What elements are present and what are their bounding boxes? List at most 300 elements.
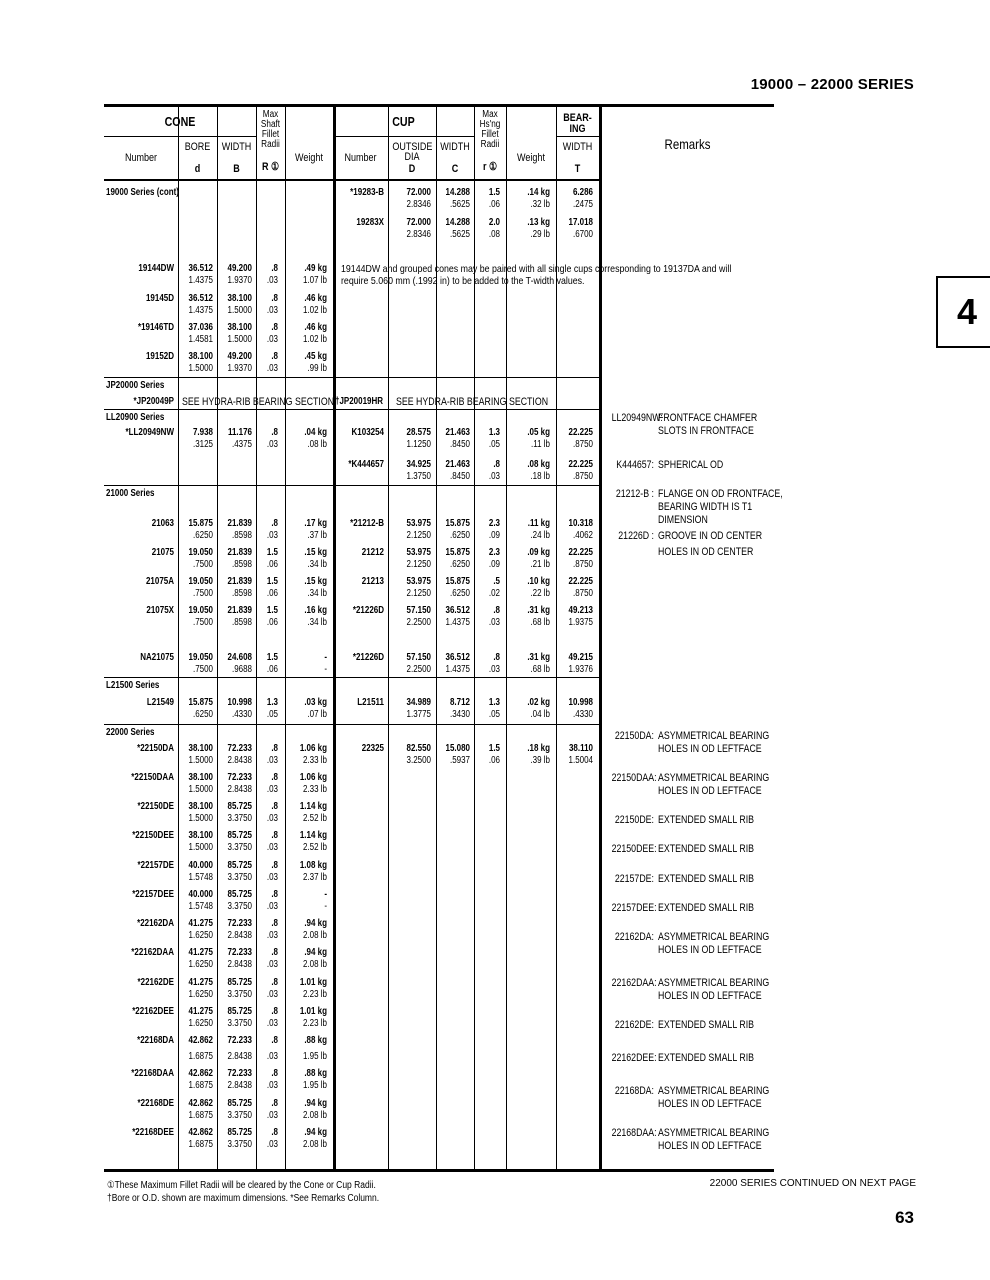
cone-wt-metric: .94 kg — [304, 947, 327, 958]
remark-code: 21212-B : — [615, 488, 654, 500]
R-imperial: .03 — [266, 1110, 278, 1121]
B-imperial: 1.5000 — [227, 305, 252, 316]
D-imperial: 2.2500 — [406, 664, 431, 675]
cone-no: *22150DE — [137, 801, 174, 812]
cone-no: *22162DEE — [132, 1006, 174, 1017]
cup-wt-metric: .31 kg — [527, 652, 550, 663]
R-imperial: .03 — [266, 959, 278, 970]
R-metric: .8 — [271, 322, 278, 333]
B-metric: 85.725 — [227, 1006, 252, 1017]
cone-wt-metric: .15 kg — [304, 576, 327, 587]
cup-no: 21213 — [361, 576, 384, 587]
cone-no: *22168DAA — [131, 1068, 174, 1079]
R-imperial: .03 — [266, 930, 278, 941]
R-imperial: .03 — [266, 872, 278, 883]
cone-wt-metric: .88 kg — [304, 1035, 327, 1046]
cone-no: 21075A — [145, 576, 174, 587]
cone-wt-imperial: .99 lb — [307, 363, 327, 374]
cup-no: *21226D — [352, 605, 384, 616]
B-imperial: 2.8438 — [227, 1051, 252, 1062]
series-title: 19000 – 22000 SERIES — [750, 76, 914, 93]
hydra-rib-note: SEE HYDRA-RIB BEARING SECTION — [182, 396, 335, 408]
B-imperial: 2.8438 — [227, 1080, 252, 1091]
cone-no: *22150DAA — [131, 772, 174, 783]
col-line — [285, 107, 286, 1169]
R-imperial: .06 — [266, 559, 278, 570]
R-metric: .8 — [271, 889, 278, 900]
d-imperial: 1.5000 — [188, 363, 213, 374]
D-imperial: 2.8346 — [406, 229, 431, 240]
D-imperial: 3.2500 — [406, 755, 431, 766]
remark-text: HOLES IN OD CENTER — [658, 546, 754, 558]
B-metric: 72.233 — [227, 947, 252, 958]
D-metric: 57.150 — [406, 652, 431, 663]
r-imperial: .09 — [488, 530, 500, 541]
B-metric: 85.725 — [227, 1098, 252, 1109]
cone-wt-metric: .49 kg — [304, 263, 327, 274]
section-divider — [104, 377, 601, 378]
R-metric: .8 — [271, 743, 278, 754]
cone-wt-metric: .15 kg — [304, 547, 327, 558]
R-metric: .8 — [271, 977, 278, 988]
B-metric: 49.200 — [227, 263, 252, 274]
cone-wt-metric: .46 kg — [304, 322, 327, 333]
d-imperial: 1.5000 — [188, 842, 213, 853]
cone-wt-imperial: .34 lb — [307, 588, 327, 599]
cup-no: 21212 — [361, 547, 384, 558]
cone-wt-metric: - — [324, 889, 327, 900]
d-metric: 38.100 — [188, 743, 213, 754]
d-metric: 40.000 — [188, 889, 213, 900]
remark-text: EXTENDED SMALL RIB — [658, 873, 755, 885]
cup-wt-metric: .02 kg — [527, 697, 550, 708]
T-metric: 10.318 — [568, 518, 593, 529]
d-metric: 19.050 — [188, 605, 213, 616]
T-imperial: 1.9375 — [568, 617, 593, 628]
remark-text: ASYMMETRICAL BEARING — [658, 730, 770, 742]
R-metric: 1.5 — [266, 576, 278, 587]
R-metric: 1.3 — [266, 697, 278, 708]
r-metric: 2.0 — [488, 217, 500, 228]
d-imperial: 1.5000 — [188, 813, 213, 824]
remark-text: EXTENDED SMALL RIB — [658, 843, 755, 855]
cone-wt-metric: 1.14 kg — [299, 801, 327, 812]
B-metric: 72.233 — [227, 1035, 252, 1046]
bearing-width-header: WIDTH — [562, 141, 593, 153]
remark-text: GROOVE IN OD CENTER — [658, 530, 763, 542]
cone-wt-imperial: .08 lb — [307, 439, 327, 450]
cone-wt-imperial: 2.33 lb — [302, 755, 327, 766]
D-imperial: 2.1250 — [406, 530, 431, 541]
d-imperial: 1.4375 — [188, 275, 213, 286]
B-metric: 38.100 — [227, 322, 252, 333]
T-metric: 22.225 — [568, 459, 593, 470]
cone-number-header: Number — [124, 152, 158, 164]
R-imperial: .03 — [266, 363, 278, 374]
C-imperial: .5625 — [449, 229, 470, 240]
chapter-tab: 4 — [936, 276, 990, 348]
D-imperial: 2.1250 — [406, 588, 431, 599]
header-line — [104, 136, 256, 137]
R-imperial: .06 — [266, 617, 278, 628]
remark-text: FLANGE ON OD FRONTFACE, — [658, 488, 783, 500]
d-imperial: 1.6875 — [188, 1110, 213, 1121]
R-imperial: .03 — [266, 275, 278, 286]
cup-number: †JP20019HR — [335, 396, 384, 407]
B-metric: 85.725 — [227, 1127, 252, 1138]
section-label: 19000 Series (cont) — [106, 187, 179, 198]
C-imperial: .5625 — [449, 199, 470, 210]
B-imperial: 3.3750 — [227, 1139, 252, 1150]
C-imperial: .8450 — [449, 439, 470, 450]
r-metric: 1.3 — [488, 697, 500, 708]
d-metric: 19.050 — [188, 576, 213, 587]
cone-wt-imperial: 2.37 lb — [302, 872, 327, 883]
R-metric: .8 — [271, 830, 278, 841]
cup-wt-metric: .18 kg — [527, 743, 550, 754]
section-label: LL20900 Series — [106, 412, 165, 423]
cone-no: 19144DW — [138, 263, 174, 274]
B-metric: 24.608 — [227, 652, 252, 663]
R-metric: .8 — [271, 1068, 278, 1079]
remark-text: SPHERICAL OD — [658, 459, 724, 471]
D-metric: 72.000 — [406, 217, 431, 228]
cone-wt-metric: .94 kg — [304, 1127, 327, 1138]
cone-no: 19152D — [145, 351, 174, 362]
r-imperial: .06 — [488, 199, 500, 210]
C-metric: 36.512 — [445, 605, 470, 616]
d-imperial: 1.4375 — [188, 305, 213, 316]
header-line — [333, 136, 474, 137]
d-imperial: .6250 — [192, 530, 213, 541]
d-imperial: 1.6250 — [188, 930, 213, 941]
d-metric: 41.275 — [188, 1006, 213, 1017]
T-imperial: .4330 — [572, 709, 593, 720]
R-metric: .8 — [271, 947, 278, 958]
remark-text: ASYMMETRICAL BEARING — [658, 1127, 770, 1139]
cone-wt-metric: 1.01 kg — [299, 1006, 327, 1017]
cup-wt-imperial: .11 lb — [531, 439, 550, 450]
B-imperial: 1.9370 — [227, 363, 252, 374]
cone-wt-metric: .88 kg — [304, 1068, 327, 1079]
remark-code: 22162DE: — [614, 1019, 654, 1031]
d-metric: 42.862 — [188, 1098, 213, 1109]
cone-wt-metric: 1.06 kg — [299, 772, 327, 783]
d-imperial: 1.6875 — [188, 1051, 213, 1062]
section-label: 21000 Series — [106, 488, 155, 499]
d-metric: 37.036 — [188, 322, 213, 333]
cone-wt-metric: .04 kg — [304, 427, 327, 438]
R-imperial: .03 — [266, 901, 278, 912]
section-label: L21500 Series — [106, 680, 160, 691]
cup-wt-metric: .11 kg — [527, 518, 550, 529]
r-imperial: .03 — [488, 471, 500, 482]
d-metric: 36.512 — [188, 293, 213, 304]
cone-number: *JP20049P — [133, 396, 174, 407]
R-imperial: .03 — [266, 813, 278, 824]
cone-wt-imperial: 2.33 lb — [302, 784, 327, 795]
B-metric: 21.839 — [227, 518, 252, 529]
T-metric: 49.215 — [568, 652, 593, 663]
r-header: r ① — [482, 161, 498, 173]
C-imperial: .6250 — [449, 530, 470, 541]
B-imperial: .8598 — [231, 617, 252, 628]
remark-code: 22168DAA: — [611, 1127, 657, 1139]
cone-wt-imperial: - — [324, 901, 327, 912]
r-metric: 1.5 — [488, 743, 500, 754]
C-metric: 21.463 — [445, 459, 470, 470]
D-imperial: 1.1250 — [406, 439, 431, 450]
d-metric: 19.050 — [188, 547, 213, 558]
cone-wt-imperial: .34 lb — [307, 559, 327, 570]
cup-wt-metric: .31 kg — [527, 605, 550, 616]
bore-header: BORE — [184, 141, 211, 153]
r-imperial: .08 — [488, 229, 500, 240]
d-imperial: 1.6875 — [188, 1080, 213, 1091]
R-imperial: .06 — [266, 664, 278, 675]
section-label: 22000 Series — [106, 727, 155, 738]
cup-no: *21212-B — [350, 518, 384, 529]
cup-no: L21511 — [357, 697, 384, 708]
d-imperial: .7500 — [192, 617, 213, 628]
col-line — [217, 107, 218, 1169]
cup-no: 22325 — [361, 743, 384, 754]
T-imperial: .4062 — [572, 530, 593, 541]
B-metric: 85.725 — [227, 860, 252, 871]
r-metric: 1.3 — [488, 427, 500, 438]
R-imperial: .03 — [266, 1080, 278, 1091]
cup-wt-imperial: .68 lb — [530, 664, 550, 675]
remark-text: HOLES IN OD LEFTFACE — [658, 785, 762, 797]
remark-text: EXTENDED SMALL RIB — [658, 1019, 755, 1031]
section-divider — [104, 485, 601, 486]
d-metric: 15.875 — [188, 697, 213, 708]
remark-text: BEARING WIDTH IS T1 — [658, 501, 753, 513]
remark-text: HOLES IN OD LEFTFACE — [658, 990, 762, 1002]
D-imperial: 2.2500 — [406, 617, 431, 628]
cup-wt-metric: .10 kg — [527, 576, 550, 587]
R-imperial: .03 — [266, 305, 278, 316]
cone-no: *22162DAA — [131, 947, 174, 958]
remark-code: 22168DA: — [614, 1085, 654, 1097]
R-metric: .8 — [271, 351, 278, 362]
d-metric: 38.100 — [188, 351, 213, 362]
R-metric: .8 — [271, 293, 278, 304]
remark-code: 22162DAA: — [611, 977, 657, 989]
remarks-header: Remarks — [664, 136, 711, 152]
cup-wt-imperial: .68 lb — [530, 617, 550, 628]
T-metric: 6.286 — [572, 187, 593, 198]
C-imperial: 1.4375 — [445, 617, 470, 628]
remark-text: ASYMMETRICAL BEARING — [658, 772, 770, 784]
cup-no: *K444657 — [348, 459, 384, 470]
D-imperial: 2.1250 — [406, 559, 431, 570]
cup-wt-imperial: .18 lb — [530, 471, 550, 482]
B-imperial: .8598 — [231, 559, 252, 570]
r-imperial: .05 — [488, 439, 500, 450]
B-imperial: .4375 — [231, 439, 252, 450]
C-metric: 15.875 — [445, 576, 470, 587]
cone-no: *22162DE — [137, 977, 174, 988]
header-line — [556, 136, 599, 137]
T-imperial: .8750 — [572, 471, 593, 482]
cup-number-header: Number — [344, 152, 377, 164]
B-imperial: 3.3750 — [227, 901, 252, 912]
cone-wt-imperial: 2.08 lb — [302, 959, 327, 970]
D-metric: 53.975 — [406, 576, 431, 587]
r-imperial: .06 — [488, 755, 500, 766]
C-header: C — [451, 163, 459, 175]
B-metric: 21.839 — [227, 605, 252, 616]
T-imperial: .8750 — [572, 559, 593, 570]
d-imperial: .7500 — [192, 559, 213, 570]
remark-code: 21226D : — [618, 530, 654, 542]
D-imperial: 1.3750 — [406, 471, 431, 482]
T-imperial: .8750 — [572, 588, 593, 599]
B-metric: 49.200 — [227, 351, 252, 362]
cone-no: 21063 — [151, 518, 174, 529]
cone-no: 19145D — [145, 293, 174, 304]
B-metric: 72.233 — [227, 1068, 252, 1079]
remark-code: 22162DEE: — [611, 1052, 657, 1064]
remark-text: ASYMMETRICAL BEARING — [658, 931, 770, 943]
T-metric: 49.213 — [568, 605, 593, 616]
R-metric: .8 — [271, 427, 278, 438]
r-metric: 2.3 — [488, 547, 500, 558]
cone-no: *22157DEE — [132, 889, 174, 900]
T-metric: 22.225 — [568, 547, 593, 558]
d-metric: 7.938 — [192, 427, 213, 438]
d-imperial: .7500 — [192, 664, 213, 675]
d-metric: 41.275 — [188, 977, 213, 988]
d-imperial: 1.6250 — [188, 1018, 213, 1029]
cone-wt-metric: .16 kg — [304, 605, 327, 616]
pairing-note: 19144DW and grouped cones may be paired with all single cups corresponding to 19137DA and will — [341, 263, 732, 275]
B-imperial: 3.3750 — [227, 989, 252, 1000]
d-imperial: 1.5748 — [188, 901, 213, 912]
cup-wt-metric: .14 kg — [527, 187, 550, 198]
T-imperial: 1.9376 — [568, 664, 593, 675]
page-number: 63 — [895, 1208, 914, 1227]
d-metric: 36.512 — [188, 263, 213, 274]
remark-text: HOLES IN OD LEFTFACE — [658, 1098, 762, 1110]
R-metric: .8 — [271, 1127, 278, 1138]
B-metric: 85.725 — [227, 801, 252, 812]
D-imperial: 2.8346 — [406, 199, 431, 210]
r-metric: .5 — [493, 576, 500, 587]
B-metric: 72.233 — [227, 743, 252, 754]
T-header: T — [574, 163, 581, 175]
d-imperial: 1.5000 — [188, 755, 213, 766]
remark-text: HOLES IN OD LEFTFACE — [658, 1140, 762, 1152]
D-metric: 34.989 — [406, 697, 431, 708]
remark-text: EXTENDED SMALL RIB — [658, 814, 755, 826]
d-header: d — [194, 163, 201, 175]
B-imperial: .8598 — [231, 530, 252, 541]
cone-wt-imperial: 2.52 lb — [302, 842, 327, 853]
B-metric: 85.725 — [227, 977, 252, 988]
B-imperial: 3.3750 — [227, 1110, 252, 1121]
cup-wt-imperial: .24 lb — [530, 530, 550, 541]
bearing-header: BEAR- ING — [563, 112, 592, 135]
remark-code: 22150DA: — [614, 730, 654, 742]
cup-wt-metric: .09 kg — [527, 547, 550, 558]
R-metric: .8 — [271, 1035, 278, 1046]
D-metric: 82.550 — [406, 743, 431, 754]
T-metric: 38.110 — [568, 743, 593, 754]
R-imperial: .03 — [266, 842, 278, 853]
D-metric: 53.975 — [406, 518, 431, 529]
cone-no: *22162DA — [137, 918, 174, 929]
cone-wt-imperial: .37 lb — [307, 530, 327, 541]
max-hsng-header: Max Hs'ng Fillet Radii — [479, 109, 501, 150]
d-metric: 15.875 — [188, 518, 213, 529]
r-metric: 2.3 — [488, 518, 500, 529]
cone-no: L21549 — [146, 697, 174, 708]
d-imperial: 1.5000 — [188, 784, 213, 795]
d-imperial: 1.5748 — [188, 872, 213, 883]
B-imperial: 2.8438 — [227, 930, 252, 941]
d-metric: 41.275 — [188, 947, 213, 958]
cone-wt-metric: .94 kg — [304, 1098, 327, 1109]
R-imperial: .03 — [266, 1139, 278, 1150]
remark-text: DIMENSION — [658, 514, 708, 526]
cup-header: CUP — [392, 114, 415, 129]
R-metric: .8 — [271, 860, 278, 871]
section-divider — [104, 724, 601, 725]
footnote-2: †Bore or O.D. shown are maximum dimensions. *See Remarks Column. — [107, 1193, 380, 1204]
d-imperial: 1.6875 — [188, 1139, 213, 1150]
C-metric: 14.288 — [445, 217, 470, 228]
d-imperial: .3125 — [192, 439, 213, 450]
cup-wt-metric: .08 kg — [527, 459, 550, 470]
bearing-table — [104, 104, 783, 1172]
section-divider — [104, 409, 601, 410]
B-metric: 72.233 — [227, 772, 252, 783]
C-imperial: .6250 — [449, 588, 470, 599]
C-metric: 15.875 — [445, 518, 470, 529]
C-metric: 15.875 — [445, 547, 470, 558]
cup-wt-imperial: .32 lb — [530, 199, 550, 210]
remark-text: EXTENDED SMALL RIB — [658, 1052, 755, 1064]
T-imperial: .2475 — [572, 199, 593, 210]
B-metric: 72.233 — [227, 918, 252, 929]
B-imperial: 2.8438 — [227, 784, 252, 795]
outside-dia-header: OUTSIDE DIA — [392, 141, 433, 163]
B-imperial: 2.8438 — [227, 959, 252, 970]
cone-wt-metric: 1.01 kg — [299, 977, 327, 988]
C-metric: 36.512 — [445, 652, 470, 663]
T-metric: 22.225 — [568, 427, 593, 438]
B-imperial: .8598 — [231, 588, 252, 599]
D-metric: 53.975 — [406, 547, 431, 558]
cup-wt-metric: .05 kg — [527, 427, 550, 438]
B-imperial: 1.9370 — [227, 275, 252, 286]
C-metric: 21.463 — [445, 427, 470, 438]
cup-wt-metric: .13 kg — [527, 217, 550, 228]
cone-weight-header: Weight — [295, 152, 323, 164]
B-imperial: 1.5000 — [227, 334, 252, 345]
r-metric: .8 — [493, 459, 500, 470]
C-metric: 14.288 — [445, 187, 470, 198]
cone-no: NA21075 — [140, 652, 174, 663]
remark-code: K444657: — [616, 459, 654, 471]
cone-wt-metric: .17 kg — [304, 518, 327, 529]
remark-text: EXTENDED SMALL RIB — [658, 902, 755, 914]
D-imperial: 1.3775 — [406, 709, 431, 720]
cone-wt-imperial: 2.23 lb — [302, 1018, 327, 1029]
section-divider — [104, 677, 601, 678]
